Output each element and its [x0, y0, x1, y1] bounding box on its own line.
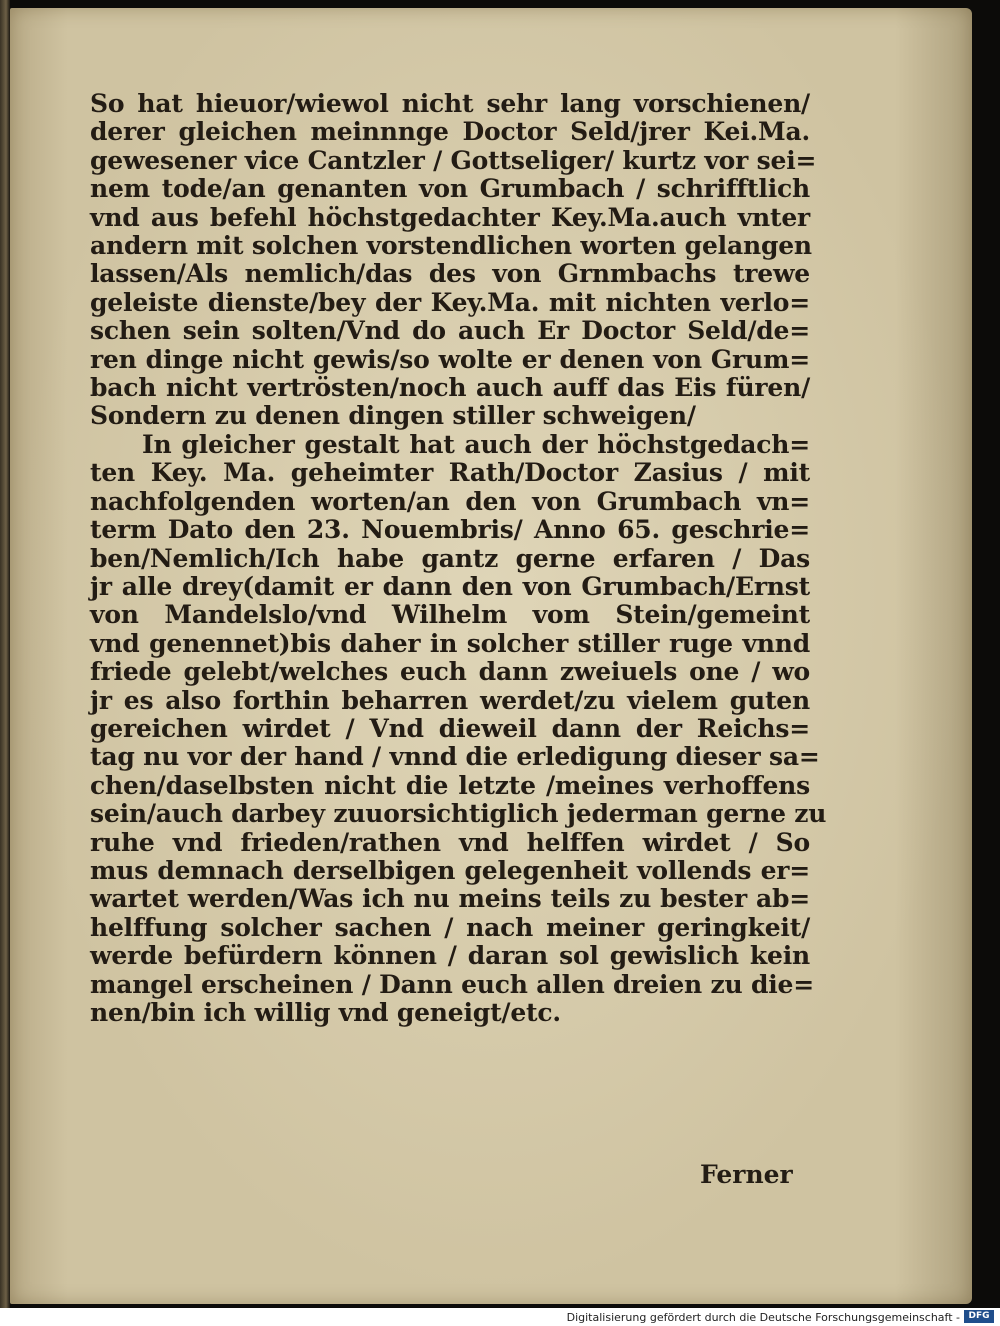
text-line: ben/Nemlich/Ich habe gantz gerne erfaren / Das — [90, 543, 810, 573]
text-line: helffung solcher sachen / nach meiner geringkeit/ — [90, 912, 810, 942]
text-line: jr es also forthin beharren werdet/zu vielem guten — [90, 685, 810, 715]
text-line: mus demnach derselbigen gelegenheit vollends er= — [90, 855, 810, 885]
text-line: vnd aus befehl höchstgedachter Key.Ma.auch vnter — [90, 202, 810, 232]
text-line: Sondern zu denen dingen stiller schweigen/ — [90, 401, 696, 431]
text-line: wartet werden/Was ich nu meins teils zu bester ab= — [90, 884, 810, 914]
catchword: Ferner — [700, 1160, 793, 1189]
dfg-logo: DFG — [964, 1310, 994, 1323]
book-spine-edge — [0, 0, 10, 1308]
text-line: werde befürdern können / daran sol gewislich kein — [90, 941, 810, 971]
text-line: derer gleichen meinnnge Doctor Seld/jrer Kei.Ma. — [90, 117, 810, 147]
text-line: geleiste dienste/bey der Key.Ma. mit nichten verlo= — [90, 287, 810, 317]
text-line: vnd genennet)bis daher in solcher stiller ruge vnnd — [90, 628, 810, 658]
book-page — [10, 8, 972, 1304]
text-line: lassen/Als nemlich/das des von Grnmbachs trewe — [90, 259, 810, 289]
text-line: So hat hieuor/wiewol nicht sehr lang vorschienen/ — [90, 89, 810, 118]
text-line: term Dato den 23. Nouembris/ Anno 65. geschrie= — [90, 515, 810, 545]
text-line: sein/auch darbey zuuorsichtiglich jederman gerne zu — [90, 799, 827, 829]
text-line: gewesener vice Cantzler / Gottseliger/ kurtz vor sei= — [90, 145, 817, 175]
text-line: nachfolgenden worten/an den von Grumbach vn= — [90, 486, 810, 516]
text-line: schen sein solten/Vnd do auch Er Doctor Seld/de= — [90, 316, 810, 346]
text-line: mangel erscheinen / Dann euch allen dreien zu die= — [90, 969, 815, 999]
text-line: friede gelebt/welches euch dann zweiuels one / wo — [90, 657, 810, 687]
text-line: tag nu vor der hand / vnnd die erledigung dieser sa= — [90, 742, 820, 772]
text-line: In gleicher gestalt hat auch der höchstgedach= — [142, 429, 810, 459]
text-line: ruhe vnd frieden/rathen vnd helffen wirdet / So — [90, 827, 810, 857]
funding-notice: Digitalisierung gefördert durch die Deutsche Forschungsgemeinschaft - — [566, 1311, 960, 1324]
text-line: ten Key. Ma. geheimter Rath/Doctor Zasius / mit — [90, 458, 810, 488]
text-line: jr alle drey(damit er dann den von Grumbach/Ernst — [90, 571, 810, 601]
text-line: von Mandelslo/vnd Wilhelm vom Stein/gemeint — [90, 600, 810, 630]
page-text — [90, 89, 827, 1027]
text-line: andern mit solchen vorstendlichen worten gelangen — [90, 231, 812, 261]
text-line: bach nicht vertrösten/noch auch auff das Eis füren/ — [90, 373, 810, 403]
text-line: nem tode/an genanten von Grumbach / schrifftlich — [90, 174, 810, 204]
text-line: nen/bin ich willig vnd geneigt/etc. — [90, 998, 561, 1027]
text-line: ren dinge nicht gewis/so wolte er denen von Grum= — [90, 344, 810, 374]
text-line: gereichen wirdet / Vnd dieweil dann der Reichs= — [90, 713, 810, 743]
text-line: chen/daselbsten nicht die letzte /meines verhoffens — [90, 770, 810, 800]
